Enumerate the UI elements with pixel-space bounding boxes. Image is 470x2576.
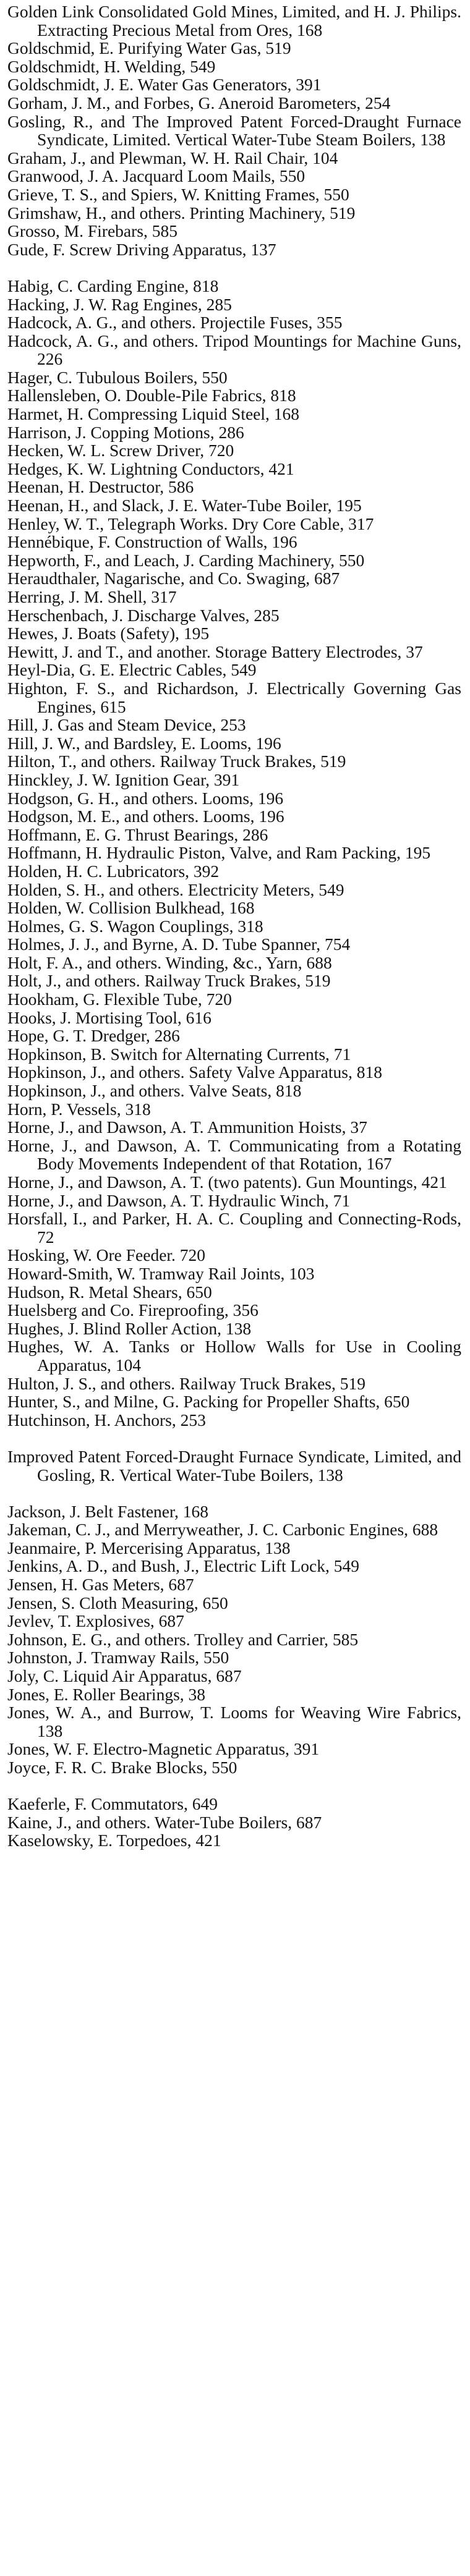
index-entry: Goldschmidt, J. E. Water Gas Generators, 391 xyxy=(7,75,322,95)
index-entry: Heenan, H. Destructor, 586 xyxy=(7,477,194,497)
index-entry: Horne, J., and Dawson, A. T. Communicating from a Rotating Body Movements Independent of that Rotation, 167 xyxy=(7,1135,461,1174)
index-entry: Grimshaw, H., and others. Printing Machinery, 519 xyxy=(7,203,356,222)
index-entry: Hughes, J. Blind Roller Action, 138 xyxy=(7,1318,252,1338)
index-entry: Hodgson, M. E., and others. Looms, 196 xyxy=(7,807,284,826)
index-entry: Jones, E. Roller Bearings, 38 xyxy=(7,1684,206,1704)
index-entry: Hulton, J. S., and others. Railway Truck Brakes, 519 xyxy=(7,1373,366,1393)
index-entry: Holt, J., and others. Railway Truck Brakes, 519 xyxy=(7,971,331,991)
section-gap xyxy=(7,1429,461,1447)
index-entry: Johnson, E. G., and others. Trolley and Carrier, 585 xyxy=(7,1629,359,1649)
section-gap xyxy=(7,258,461,277)
index-entry: Jevlev, T. Explosives, 687 xyxy=(7,1611,184,1631)
index-entry: Hill, J. W., and Bardsley, E. Looms, 196 xyxy=(7,733,281,753)
index-entry: Jackson, J. Belt Fastener, 168 xyxy=(7,1501,209,1521)
index-entry: Horn, P. Vessels, 318 xyxy=(7,1099,151,1119)
index-entry: Hosking, W. Ore Feeder. 720 xyxy=(7,1245,206,1265)
index-entry: Holden, H. C. Lubricators, 392 xyxy=(7,861,220,881)
index-entry: Hennébique, F. Construction of Walls, 196 xyxy=(7,532,297,552)
index-entry: Hope, G. T. Dredger, 286 xyxy=(7,1026,180,1046)
index-section-h xyxy=(7,277,461,1429)
index-entry: Henley, W. T., Telegraph Works. Dry Core Cable, 317 xyxy=(7,514,374,533)
index-entry: Jensen, S. Cloth Measuring, 650 xyxy=(7,1593,228,1612)
index-entry: Kaselowsky, E. Torpedoes, 421 xyxy=(7,1831,221,1850)
index-entry: Improved Patent Forced-Draught Furnace Syndicate, Limited, and Gosling, R. Vertical Water-Tube Boilers, 138 xyxy=(7,1446,461,1485)
index-entry: Hewes, J. Boats (Safety), 195 xyxy=(7,624,210,643)
index-entry: Hoffmann, H. Hydraulic Piston, Valve, and Ram Packing, 195 xyxy=(7,843,431,863)
index-entry: Gude, F. Screw Driving Apparatus, 137 xyxy=(7,239,276,259)
index-entry: Hager, C. Tubulous Boilers, 550 xyxy=(7,367,228,387)
index-entry: Holmes, G. S. Wagon Couplings, 318 xyxy=(7,916,263,936)
index-entry: Heenan, H., and Slack, J. E. Water-Tube Boiler, 195 xyxy=(7,496,362,515)
index-entry: Horne, J., and Dawson, A. T. Ammunition Hoists, 37 xyxy=(7,1117,367,1137)
index-section-g xyxy=(7,2,461,258)
index-entry: Horne, J., and Dawson, A. T. Hydraulic Winch, 71 xyxy=(7,1190,351,1210)
index-entry: Jensen, H. Gas Meters, 687 xyxy=(7,1575,194,1595)
index-entry: Horsfall, I., and Parker, H. A. C. Coupling and Connecting-Rods, 72 xyxy=(7,1209,461,1247)
index-entry: Hadcock, A. G., and others. Tripod Mountings for Machine Guns, 226 xyxy=(7,331,461,369)
index-entry: Huelsberg and Co. Fireproofing, 356 xyxy=(7,1300,258,1320)
index-entry: Gosling, R., and The Improved Patent Forced-Draught Furnace Syndicate, Limited. Vertical Water-Tube Steam Boilers, 138 xyxy=(7,111,461,150)
index-entry: Hacking, J. W. Rag Engines, 285 xyxy=(7,294,232,314)
index-entry: Hilton, T., and others. Railway Truck Brakes, 519 xyxy=(7,752,346,771)
index-entry: Hopkinson, J., and others. Safety Valve Apparatus, 818 xyxy=(7,1062,382,1082)
index-entry: Grosso, M. Firebars, 585 xyxy=(7,221,177,241)
index-entry: Habig, C. Carding Engine, 818 xyxy=(7,276,219,295)
index-entry: Hudson, R. Metal Shears, 650 xyxy=(7,1282,212,1302)
index-entry: Hadcock, A. G., and others. Projectile Fuses, 355 xyxy=(7,313,343,333)
index-entry: Joyce, F. R. C. Brake Blocks, 550 xyxy=(7,1758,237,1777)
index-entry: Holden, W. Collision Bulkhead, 168 xyxy=(7,898,255,918)
index-entry: Harrison, J. Copping Motions, 286 xyxy=(7,422,244,442)
index-entry: Hedges, K. W. Lightning Conductors, 421 xyxy=(7,459,294,478)
index-entry: Hopkinson, J., and others. Valve Seats, 818 xyxy=(7,1081,302,1101)
index-entry: Graham, J., and Plewman, W. H. Rail Chair, 104 xyxy=(7,148,338,167)
index-entry: Hepworth, F., and Leach, J. Carding Machinery, 550 xyxy=(7,550,365,570)
index-entry: Hecken, W. L. Screw Driver, 720 xyxy=(7,441,234,460)
index-entry: Jakeman, C. J., and Merryweather, J. C. Carbonic Engines, 688 xyxy=(7,1520,438,1540)
index-section-k xyxy=(7,1795,461,1850)
index-entry: Hallensleben, O. Double-Pile Fabrics, 818 xyxy=(7,386,296,405)
index-entry: Herring, J. M. Shell, 317 xyxy=(7,587,177,606)
index-entry: Jones, W. F. Electro-Magnetic Apparatus, 391 xyxy=(7,1739,320,1759)
index-entry: Jeanmaire, P. Mercerising Apparatus, 138 xyxy=(7,1538,291,1557)
index-entry: Goldschmidt, H. Welding, 549 xyxy=(7,56,216,76)
index-entry: Hughes, W. A. Tanks or Hollow Walls for Use in Cooling Apparatus, 104 xyxy=(7,1337,461,1375)
index-entry: Heraudthaler, Nagarische, and Co. Swaging, 687 xyxy=(7,569,340,588)
index-entry: Joly, C. Liquid Air Apparatus, 687 xyxy=(7,1666,242,1686)
index-entry: Hunter, S., and Milne, G. Packing for Propeller Shafts, 650 xyxy=(7,1392,410,1412)
index-entry: Hewitt, J. and T., and another. Storage Battery Electrodes, 37 xyxy=(7,642,423,661)
index-section-i xyxy=(7,1447,461,1484)
index-entry: Horne, J., and Dawson, A. T. (two patents). Gun Mountings, 421 xyxy=(7,1172,447,1192)
index-entry: Highton, F. S., and Richardson, J. Electrically Governing Gas Engines, 615 xyxy=(7,678,461,716)
index-entry: Kaeferle, F. Commutators, 649 xyxy=(7,1794,218,1814)
index-entry: Jones, W. A., and Burrow, T. Looms for Weaving Wire Fabrics, 138 xyxy=(7,1703,461,1740)
index-entry: Goldschmid, E. Purifying Water Gas, 519 xyxy=(7,38,291,58)
index-entry: Johnston, J. Tramway Rails, 550 xyxy=(7,1648,229,1667)
index-entry: Hopkinson, B. Switch for Alternating Currents, 71 xyxy=(7,1044,351,1064)
index-entry: Holt, F. A., and others. Winding, &c., Yarn, 688 xyxy=(7,952,332,972)
index-entry: Hill, J. Gas and Steam Device, 253 xyxy=(7,715,246,735)
index-entry: Gorham, J. M., and Forbes, G. Aneroid Barometers, 254 xyxy=(7,93,391,112)
section-gap xyxy=(7,1777,461,1795)
index-entry: Golden Link Consolidated Gold Mines, Limited, and H. J. Philips. Extracting Precious Metal from Ores, 168 xyxy=(7,2,461,40)
index-entry: Holden, S. H., and others. Electricity Meters, 549 xyxy=(7,879,344,899)
index-entry: Granwood, J. A. Jacquard Loom Mails, 550 xyxy=(7,166,306,186)
index-entry: Holmes, J. J., and Byrne, A. D. Tube Spanner, 754 xyxy=(7,934,351,954)
section-gap xyxy=(7,1484,461,1502)
index-entry: Hooks, J. Mortising Tool, 616 xyxy=(7,1007,212,1027)
index-entry: Hodgson, G. H., and others. Looms, 196 xyxy=(7,788,284,808)
index-entry: Kaine, J., and others. Water-Tube Boilers, 687 xyxy=(7,1812,322,1832)
index-section-j xyxy=(7,1502,461,1777)
index-entry: Hinckley, J. W. Ignition Gear, 391 xyxy=(7,769,240,789)
index-entry: Herschenbach, J. Discharge Valves, 285 xyxy=(7,605,280,625)
index-entry: Grieve, T. S., and Spiers, W. Knitting Frames, 550 xyxy=(7,184,349,204)
index-entry: Heyl-Dia, G. E. Electric Cables, 549 xyxy=(7,660,257,680)
index-entry: Harmet, H. Compressing Liquid Steel, 168 xyxy=(7,404,300,424)
index-entry: Howard-Smith, W. Tramway Rail Joints, 103 xyxy=(7,1263,315,1283)
index-entry: Hoffmann, E. G. Thrust Bearings, 286 xyxy=(7,824,268,844)
index-entry: Jenkins, A. D., and Bush, J., Electric Lift Lock, 549 xyxy=(7,1556,360,1576)
index-entry: Hookham, G. Flexible Tube, 720 xyxy=(7,989,232,1009)
index-entry: Hutchinson, H. Anchors, 253 xyxy=(7,1410,206,1430)
